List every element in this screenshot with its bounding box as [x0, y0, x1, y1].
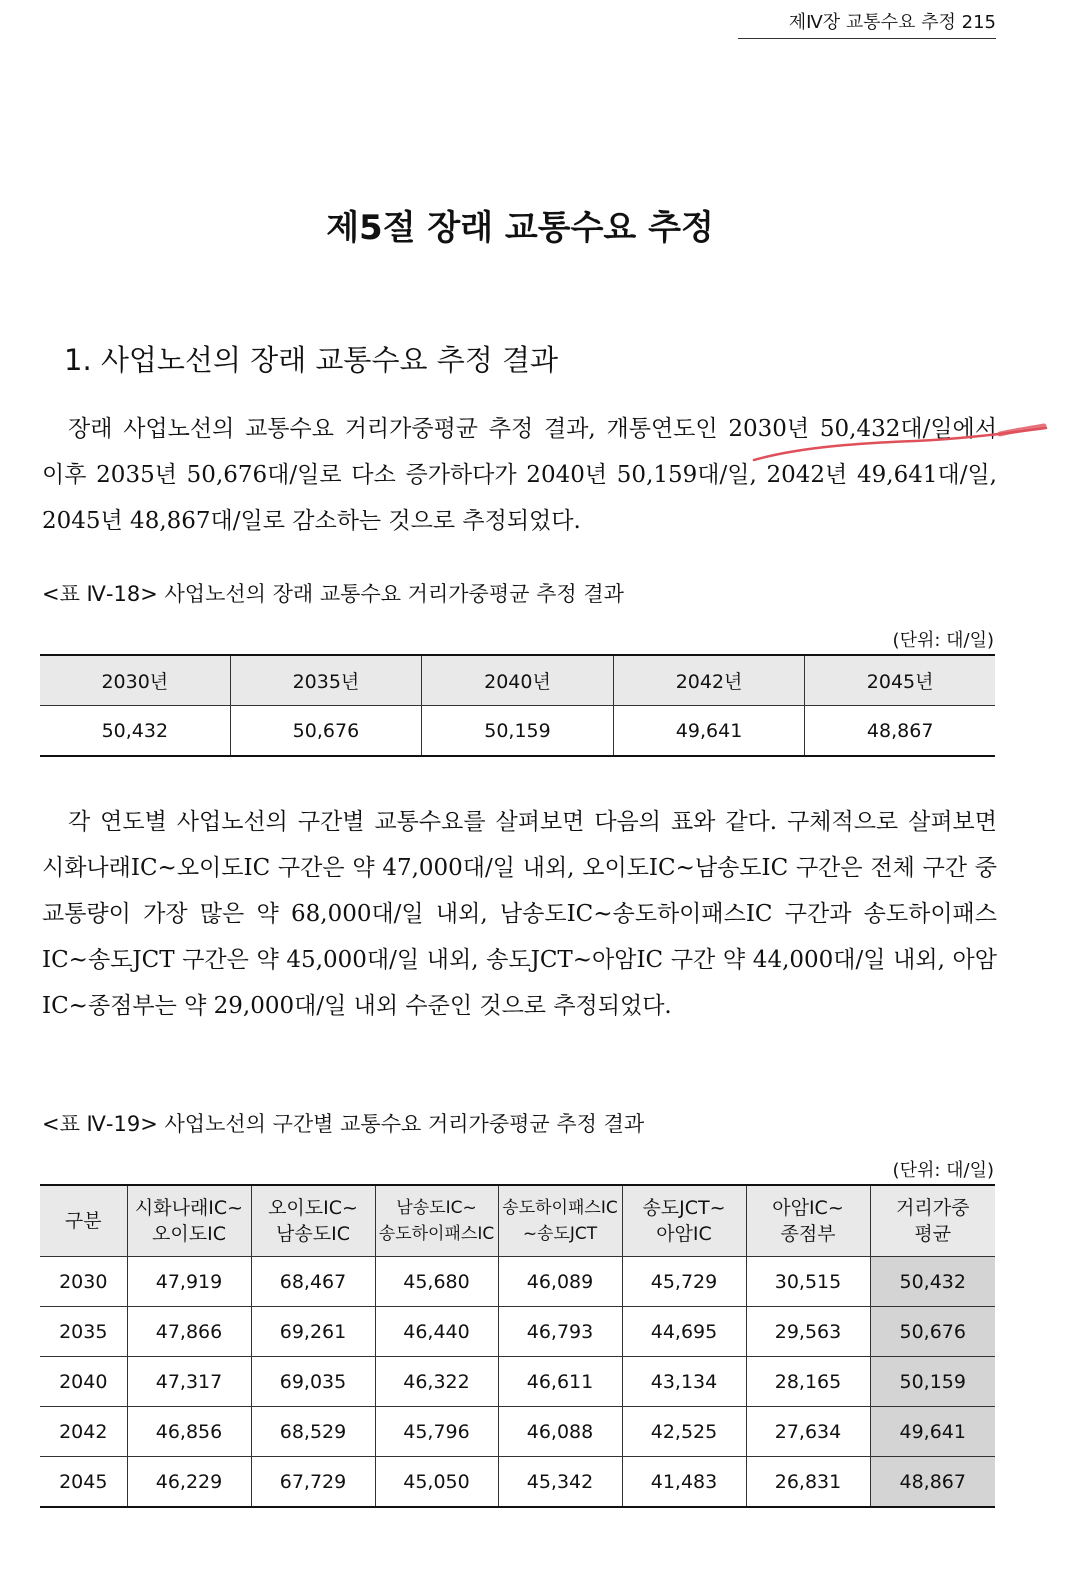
table-1-caption: <표 Ⅳ-18> 사업노선의 장래 교통수요 거리가중평균 추정 결과	[42, 582, 624, 606]
table-cell-year: 2042	[40, 1407, 127, 1457]
table-row	[40, 1257, 995, 1307]
table-2-header-cell: 송도JCT~ 아암IC	[622, 1185, 746, 1257]
table-2	[40, 1184, 995, 1508]
table-cell-average: 50,676	[870, 1307, 995, 1357]
table-cell: 69,261	[251, 1307, 375, 1357]
table-1-header-cell: 2035년	[230, 655, 422, 706]
table-1-value-cell: 49,641	[613, 706, 805, 757]
table-row	[40, 1407, 995, 1457]
table-cell-average: 49,641	[870, 1407, 995, 1457]
table-1-header-cell: 2030년	[40, 655, 230, 706]
table-cell-average: 48,867	[870, 1457, 995, 1508]
table-cell: 45,796	[375, 1407, 498, 1457]
table-2-header-cell: 시화나래IC~ 오이도IC	[127, 1185, 251, 1257]
table-cell: 46,440	[375, 1307, 498, 1357]
table-cell: 26,831	[746, 1457, 870, 1508]
table-2-header-cell: 오이도IC~ 남송도IC	[251, 1185, 375, 1257]
table-cell: 46,793	[498, 1307, 622, 1357]
table-cell: 68,467	[251, 1257, 375, 1307]
table-2-unit: (단위: 대/일)	[892, 1160, 994, 1181]
table-cell: 47,317	[127, 1357, 251, 1407]
table-cell: 46,088	[498, 1407, 622, 1457]
paragraph-1-text: 장래 사업노선의 교통수요 거리가중평균 추정 결과, 개통연도인 2030년 50,432대/일에서 이후 2035년 50,676대/일로 다소 증가하다가 2040년 50,159대/일, 2042년 49,641대/일, 2045년 48,867대/일로 감소하는 것으로 추정되었다.	[42, 416, 997, 534]
table-cell: 27,634	[746, 1407, 870, 1457]
table-cell: 47,866	[127, 1307, 251, 1357]
table-row	[40, 1307, 995, 1357]
table-cell: 46,611	[498, 1357, 622, 1407]
table-cell: 43,134	[622, 1357, 746, 1407]
table-2-header-cell: 남송도IC~ 송도하이패스IC	[375, 1185, 498, 1257]
table-1-value-cell: 50,676	[230, 706, 422, 757]
table-cell: 69,035	[251, 1357, 375, 1407]
table-2-header-row	[40, 1185, 995, 1257]
table-cell: 45,050	[375, 1457, 498, 1508]
table-cell-year: 2030	[40, 1257, 127, 1307]
paragraph-2-text: 각 연도별 사업노선의 구간별 교통수요를 살펴보면 다음의 표와 같다. 구체적으로 살펴보면 시화나래IC~오이도IC 구간은 약 47,000대/일 내외, 오이도IC~남송도IC 구간은 전체 구간 중 교통량이 가장 많은 약 68,000대/일 내외, 남송도IC~송도하이패스IC 구간과 송도하이패스IC~송도JCT 구간은 약 45,000대/일 내외, 송도JCT~아암IC 구간 약 44,000대/일 내외, 아암IC~종점부는 약 29,000대/일 내외 수준인 것으로 추정되었다.	[42, 809, 997, 1019]
table-cell: 30,515	[746, 1257, 870, 1307]
table-cell: 28,165	[746, 1357, 870, 1407]
table-2-header-cell: 송도하이패스IC ~송도JCT	[498, 1185, 622, 1257]
table-cell: 46,089	[498, 1257, 622, 1307]
table-cell: 68,529	[251, 1407, 375, 1457]
table-1-header-cell: 2042년	[613, 655, 805, 706]
table-1-header-row	[40, 655, 995, 706]
table-1-value-cell: 48,867	[805, 706, 995, 757]
table-cell: 46,322	[375, 1357, 498, 1407]
table-cell: 29,563	[746, 1307, 870, 1357]
table-cell: 47,919	[127, 1257, 251, 1307]
table-2-caption: <표 Ⅳ-19> 사업노선의 구간별 교통수요 거리가중평균 추정 결과	[42, 1112, 645, 1136]
table-cell-average: 50,159	[870, 1357, 995, 1407]
table-cell: 45,342	[498, 1457, 622, 1508]
table-cell: 42,525	[622, 1407, 746, 1457]
table-1-value-cell: 50,159	[422, 706, 614, 757]
running-header: 제Ⅳ장 교통수요 추정 215	[738, 8, 996, 39]
paragraph-2	[42, 799, 997, 1029]
table-1-unit: (단위: 대/일)	[892, 630, 994, 651]
table-cell: 67,729	[251, 1457, 375, 1508]
table-1-header-cell: 2045년	[805, 655, 995, 706]
section-heading: 1. 사업노선의 장래 교통수요 추정 결과	[64, 343, 558, 377]
table-2-header-cell: 거리가중 평균	[870, 1185, 995, 1257]
table-cell-year: 2045	[40, 1457, 127, 1508]
paragraph-1	[42, 406, 997, 544]
table-cell: 46,229	[127, 1457, 251, 1508]
table-row	[40, 1457, 995, 1508]
table-1	[40, 654, 995, 757]
table-cell: 45,680	[375, 1257, 498, 1307]
chapter-title: 제5절 장래 교통수요 추정	[326, 208, 714, 248]
table-cell: 46,856	[127, 1407, 251, 1457]
table-cell-year: 2040	[40, 1357, 127, 1407]
table-2-header-cell: 구분	[40, 1185, 127, 1257]
table-row	[40, 1357, 995, 1407]
table-cell: 44,695	[622, 1307, 746, 1357]
pen-stroke-tail	[1000, 426, 1044, 434]
table-cell: 45,729	[622, 1257, 746, 1307]
table-cell-average: 50,432	[870, 1257, 995, 1307]
table-2-header-cell: 아암IC~ 종점부	[746, 1185, 870, 1257]
table-1-value-row	[40, 706, 995, 757]
table-1-value-cell: 50,432	[101, 719, 169, 742]
table-cell: 41,483	[622, 1457, 746, 1508]
table-1-header-cell: 2040년	[422, 655, 614, 706]
table-cell-year: 2035	[40, 1307, 127, 1357]
